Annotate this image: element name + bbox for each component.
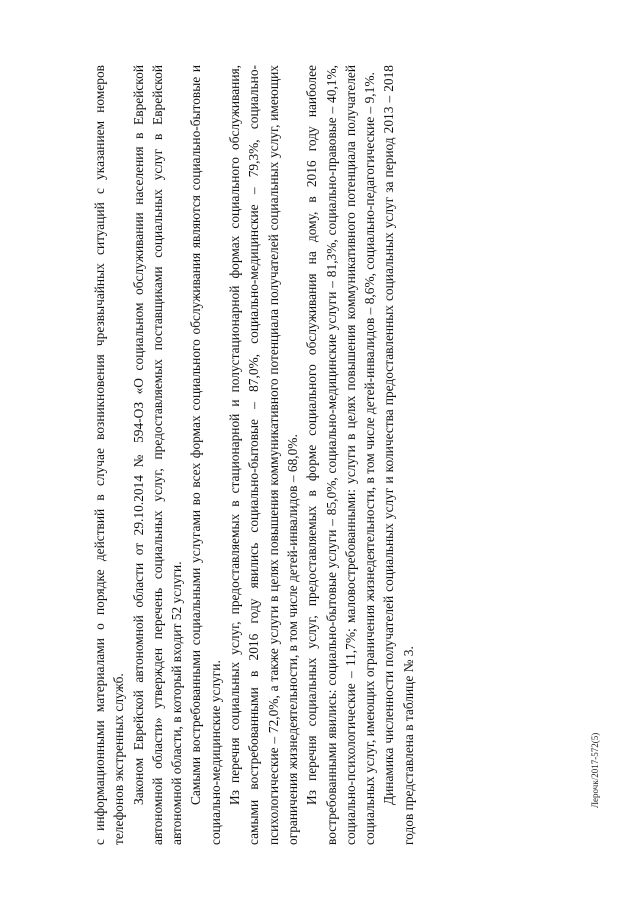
paragraph-1: с информационными материалами о порядке действий в случае возникновения чрезвычайных ситуаций с указанием номеров телефонов экстренных служб. (92, 65, 127, 845)
rotated-text-block (90, 65, 418, 845)
paragraph-5: Из перечня социальных услуг, предоставляемых в форме социального обслуживания на дому, в 2016 году наиболее востребованными явились: социально-бытовые услуги – 85,0%, социально-медицинские услуги – 81,3%, социально-правовые – 40,1%, социально-психологические – 11,7%; маловостребованными: услуги в целях повышения коммуникативного потенциала получателей социальных услуг, имеющих ограничения жизнедеятельности, в том числе детей-инвалидов – 8,6%, социально-педагогические – 9,1%. (304, 65, 378, 845)
paragraph-6: Динамика численности получателей социальных услуг и количества предоставленных социальных услуг за период 2013 – 2018 годов представлена в таблице № 3. (381, 65, 416, 845)
paragraph-3: Самыми востребованными социальными услугами во всех формах социального обслуживания являются социально-бытовые и социально-медицинские услуги. (188, 65, 223, 845)
paragraph-4: Из перечня социальных услуг, предоставляемых в стационарной и полустационарной формах социального обслуживания, самыми востребованными в 2016 году явились социально-бытовые – 87,0%, социально-медицинские – 79,3%, социально-психологические – 72,0%, а также услуги в целях повышения коммуникативного потенциала получателей социальных услуг, имеющих ограничения жизнедеятельности, в том числе детей-инвалидов – 68,0%. (227, 65, 300, 845)
document-code: Лерочк/2017-572(5) (590, 732, 600, 808)
paragraph-2: Законом Еврейской автономной области от 29.10.2014 № 594-ОЗ «О социальном обслуживании населения в Еврейской автономной области» утвержден перечень социальных услуг, предоставляемых поставщиками социальных услуг в Еврейской автономной области, в который входит 52 услуги. (130, 65, 185, 845)
